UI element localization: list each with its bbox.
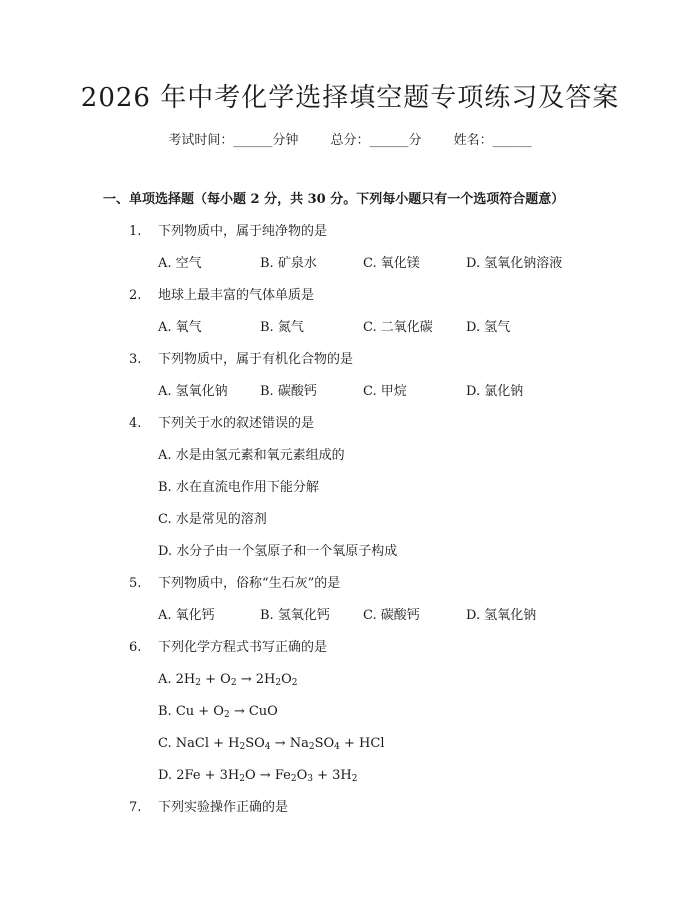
subscript: 4 (264, 742, 271, 752)
option-label: D. (158, 768, 177, 783)
subscript: 2 (239, 774, 246, 784)
formula-text: Cu + O (175, 704, 224, 719)
equation-a (158, 664, 297, 696)
question-3 (0, 344, 700, 376)
formula-text: 2H (175, 672, 196, 687)
subscript: 2 (290, 774, 297, 784)
option-d: D. 氢氧化钠溶液 (466, 256, 563, 271)
question-5 (0, 568, 700, 600)
option-a: A. 氧化钙 (158, 608, 215, 623)
formula-text: + O (201, 672, 231, 687)
option-b: B. 氢氧化钙 (260, 608, 330, 623)
subscript: 4 (334, 742, 340, 752)
question-1 (0, 216, 700, 248)
option-d: D. 氯化钠 (466, 384, 524, 399)
question-text: 下列物质中，属于纯净物的是 (158, 224, 328, 239)
formula-text: SO (245, 736, 265, 751)
option-d-text: D. 水分子由一个氢原子和一个氧原子构成 (158, 544, 398, 559)
question-text: 下列关于水的叙述错误的是 (158, 416, 315, 431)
equation-c (158, 728, 384, 760)
option-a-text: A. 水是由氢元素和氧元素组成的 (158, 448, 345, 463)
option-c (0, 504, 700, 536)
option-b (0, 696, 700, 728)
question-text: 地球上最丰富的气体单质是 (158, 288, 315, 303)
question-5-options (0, 600, 700, 632)
formula-text: + HCl (339, 736, 385, 751)
question-number: 1. (129, 224, 142, 239)
formula-text: → Na (270, 736, 309, 751)
equation-d (158, 760, 357, 792)
option-b-text: B. 水在直流电作用下能分解 (158, 480, 319, 495)
subscript: 2 (275, 678, 282, 688)
question-number: 3. (129, 352, 142, 367)
option-a: A. 氧气 (158, 320, 202, 335)
question-text: 下列化学方程式书写正确的是 (158, 640, 328, 655)
question-7 (0, 792, 700, 824)
question-3-options (0, 376, 700, 408)
formula-text: + 3H (312, 768, 352, 783)
question-number: 7. (129, 800, 142, 815)
option-c: C. 碳酸钙 (363, 608, 420, 623)
formula-text: O (296, 768, 308, 783)
question-6 (0, 632, 700, 664)
question-2 (0, 280, 700, 312)
option-a: A. 氢氧化钠 (158, 384, 228, 399)
subscript: 2 (239, 742, 246, 752)
page-title: 2026 年中考化学选择填空题专项练习及答案 (80, 83, 620, 113)
subscript: 2 (230, 678, 237, 688)
question-list (0, 216, 700, 824)
option-c: C. 甲烷 (363, 384, 407, 399)
question-number: 4. (129, 416, 142, 431)
exam-meta (0, 130, 700, 152)
formula-text: → CuO (229, 704, 278, 719)
question-number: 2. (129, 288, 142, 303)
option-c: C. 二氧化碳 (363, 320, 433, 335)
formula-text: O (281, 672, 292, 687)
question-number: 5. (129, 576, 142, 591)
formula-text: O → Fe (245, 768, 291, 783)
question-number: 6. (129, 640, 142, 655)
formula-text: 2Fe + 3H (176, 768, 240, 783)
option-d: D. 氢气 (466, 320, 511, 335)
subscript: 2 (195, 678, 201, 688)
question-4 (0, 408, 700, 440)
student-name-field: 姓名：______ (453, 133, 532, 148)
option-c: C. 氧化镁 (363, 256, 420, 271)
section-heading-single-choice: 一、单项选择题（每小题 2 分，共 30 分。下列每小题只有一个选项符合题意） (103, 192, 565, 207)
formula-text: NaCl + H (175, 736, 240, 751)
question-text: 下列物质中，俗称“生石灰”的是 (158, 576, 341, 591)
formula-text: → 2H (236, 672, 276, 687)
option-label: B. (158, 704, 176, 719)
question-text: 下列物质中，属于有机化合物的是 (158, 352, 354, 367)
option-b (0, 472, 700, 504)
option-c (0, 728, 700, 760)
question-1-options (0, 248, 700, 280)
option-label: C. (158, 736, 176, 751)
formula-text: SO (314, 736, 335, 751)
question-text: 下列实验操作正确的是 (158, 800, 289, 815)
option-d: D. 氢氧化钠 (466, 608, 537, 623)
subscript: 2 (351, 774, 358, 784)
subscript: 2 (223, 710, 230, 720)
option-a (0, 664, 700, 696)
question-2-options (0, 312, 700, 344)
option-a: A. 空气 (158, 256, 202, 271)
option-d (0, 760, 700, 792)
option-b: B. 碳酸钙 (260, 384, 317, 399)
option-b: B. 氮气 (260, 320, 304, 335)
option-a (0, 440, 700, 472)
subscript: 3 (307, 774, 313, 784)
option-label: A. (158, 672, 176, 687)
option-c-text: C. 水是常见的溶剂 (158, 512, 267, 527)
exam-time-field: 考试时间：______分钟 (168, 133, 299, 148)
option-b: B. 矿泉水 (260, 256, 317, 271)
total-score-field: 总分：______分 (330, 133, 422, 148)
equation-b (158, 696, 278, 728)
subscript: 2 (308, 742, 315, 752)
subscript: 2 (291, 678, 298, 688)
option-d (0, 536, 700, 568)
